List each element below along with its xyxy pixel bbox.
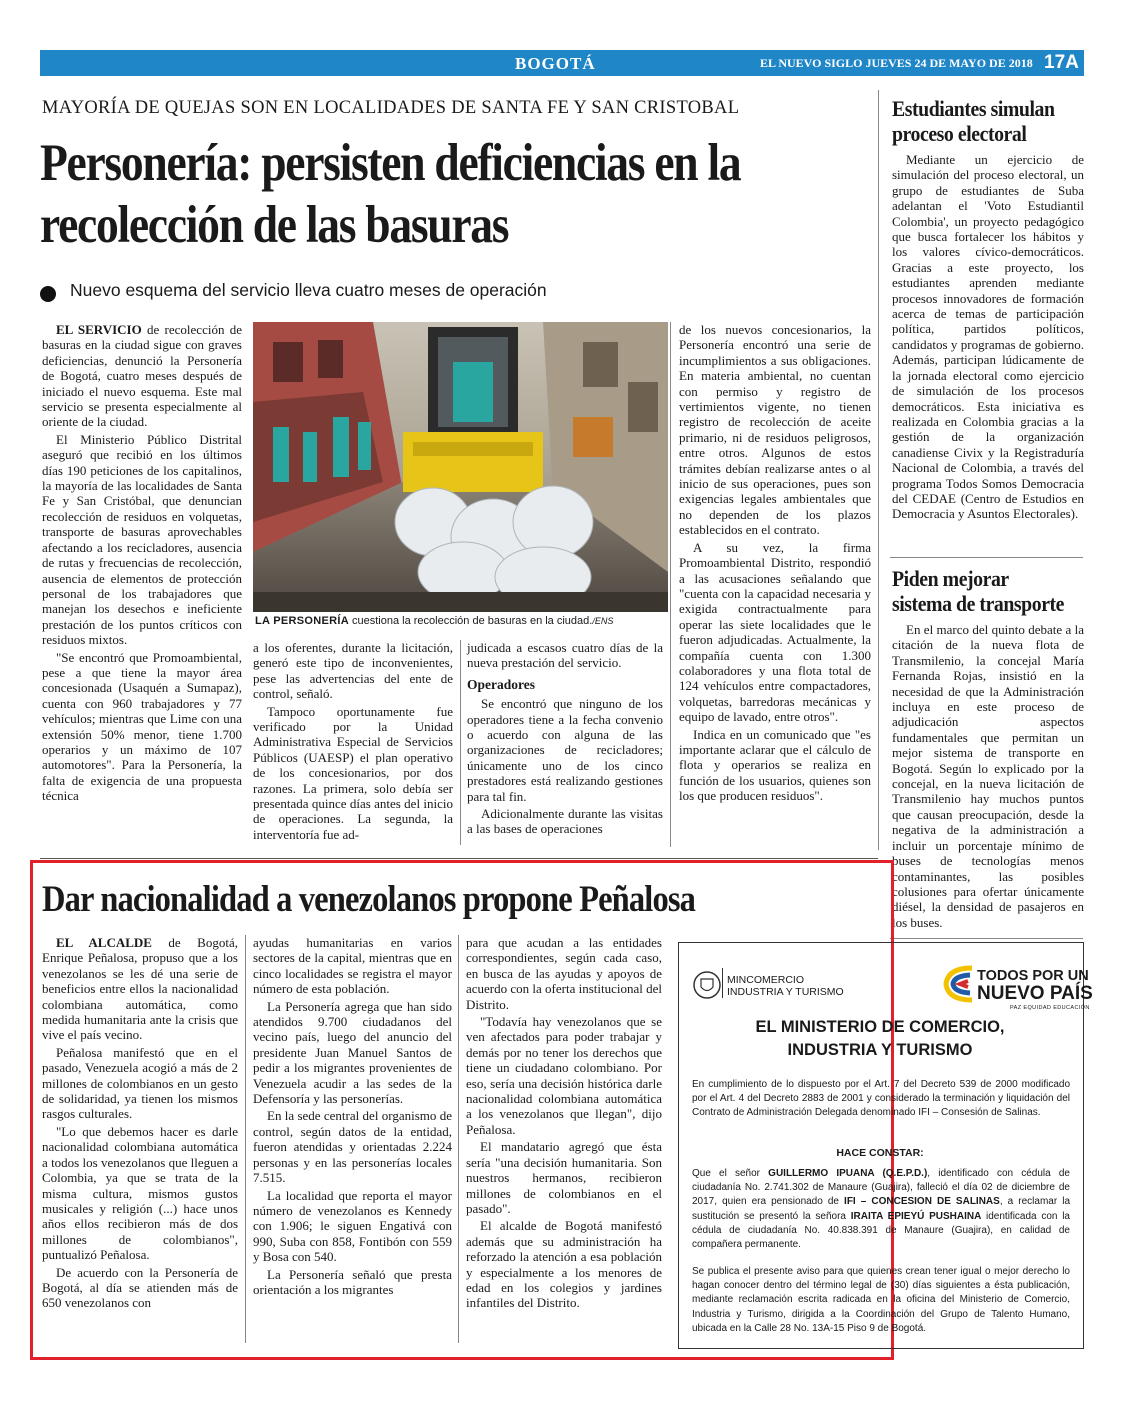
paragraph: El Ministerio Público Distrital aseguró que recibió en los últimos días 190 peticiones de los capitalinos, la mayoría de las localidades de Santa Fe y San Cristóbal, que denuncian recolección de residuos en volquetas, transporte de basuras aprovechables afectando a los recicladores, ausencia de rutas y frecuencias de recolección, ausencia de elementos de protección personal de los trabajadores que manejan los desechos e ineficiente prestación de los puntos críticos con residuos mixtos. xyxy=(42,431,242,648)
paragraph: En el marco del quinto debate a la citación de la nueva flota de Transmilenio, la concejal María Fernanda Rojas, insistió en la necesidad de que la Administración incluya en este proceso de adjudicación aspectos fundamentales que permitan un mejor sistema de transporte en Bogotá. Según lo explicado por la concejal, en la nueva licitación de Transmilenio hay muchos puntos que causan preocupación, desde la negativa de la administración a incluir un porcentaje mínimo de buses de tecnologías menos contaminantes, las posibles colusiones para ofertar únicamente diésel, la densidad de pasajeros en los buses. xyxy=(892,622,1084,930)
page-number: 17A xyxy=(1044,52,1079,73)
paragraph: Se publica el presente aviso para que quienes crean tener igual o mejor derecho lo hagan conocer dentro del término legal de (30) días siguientes a ésta publicación, mediante reclamación escrita radicada en la oficina del Ministerio de Comercio, Industria y Turismo, dirigida a la Coordinación del Grupo de Talento Humano, ubicada en la Calle 28 No. 13A-15 Piso 9 de Bogotá. xyxy=(692,1266,1070,1334)
article-column-3 xyxy=(467,640,663,839)
section-name: BOGOTÁ xyxy=(515,54,596,73)
coat-of-arms-icon xyxy=(692,970,722,1000)
ad-title xyxy=(678,1016,1082,1062)
ad-paragraph-1 xyxy=(692,1078,1070,1121)
column-divider xyxy=(670,322,671,847)
name: GUILLERMO IPUANA (Q.E.P.D.) xyxy=(768,1168,928,1179)
paragraph: De acuerdo con la Personería de Bogotá, al día se atienden más de 650 venezolanos con xyxy=(42,1264,238,1311)
text: Que el señor xyxy=(692,1168,769,1179)
paragraph: A su vez, la firma Promoambiental Distrito, respondió a las acusaciones señalando que "cuenta con la capacidad necesaria y exigida contractualmente para operar las siete localidades que le fueron adjudicadas. Actualmente, la compañía cuenta con 1.300 colaboradores y una flota total de 124 vehículos entre compactadores, volquetas, barredoras mecánicas y equipo de lavado, entre otros". xyxy=(679,539,871,725)
ad-paragraph-3 xyxy=(692,1265,1070,1336)
paragraph: Indica en un comunicado que "es importante aclarar que el cálculo de flota y operarios se realiza en función de los usuarios, quienes son los que producen residuos". xyxy=(679,726,871,804)
paragraph: Peñalosa manifestó que en el pasado, Venezuela acogió a más de 2 millones de colombianos en un gesto de solidaridad, ya tienen los mismos rasgos culturales. xyxy=(42,1044,238,1122)
venezuela-column-3 xyxy=(466,935,662,1313)
ad-paragraph-2 xyxy=(692,1167,1070,1252)
paragraph: La Personería señaló que presta orientación a los migrantes xyxy=(253,1266,452,1297)
ad-title-line-2: INDUSTRIA Y TURISMO xyxy=(787,1041,973,1059)
paragraph: a los oferentes, durante la licitación, generó este tipo de inconvenientes, pese las advertencias del ente de control, señaló. xyxy=(253,640,453,702)
article-column-4 xyxy=(679,322,871,806)
main-headline: Personería: persisten deficiencias en la recolección de las basuras xyxy=(40,134,741,254)
sidebar-divider xyxy=(890,938,1083,939)
paragraph: de recolección de basuras en la ciudad sigue con graves deficiencias, denunció la Personería de Bogotá, cuatro meses después de iniciado el nuevo esquema. Este mal servicio se presenta especialmente al oriente de la ciudad. xyxy=(42,322,242,430)
column-divider xyxy=(458,935,459,1343)
logo-line-1: TODOS POR UN xyxy=(977,968,1089,984)
sidebar-title: Estudiantes simulan proceso electoral xyxy=(892,96,1055,146)
article-column-1 xyxy=(42,322,242,806)
paragraph: Mediante un ejercicio de simulación del proceso electoral, un grupo de estudiantes de Suba adelantan el 'Voto Estudiantil Colombia', un proyecto pedagógico que busca fortalecer los hábitos y los valores cívico-democráticos. Gracias a este proyecto, los estudiantes aprenden mediante procesos innovadores de formación acerca de temas de participación política, partidos políticos, candidatos y programas de gobierno. Además, participan lúdicamente de la jornada electoral como ejercicio de simulación de los procesos democráticos. Esta iniciativa es realizada en Colombia gracias a la gestión de la organización canadiense Civix y la Registraduría Nacional de Colombia, a través del programa Todos Somos Democracia del CEDAE (Centro de Estudios en Democracia y Asuntos Electorales). xyxy=(892,152,1084,522)
paragraph: de Bogotá, Enrique Peñalosa, propuso que a los venezolanos se les dé una serie de beneficios entre ellos la nacionalidad colombiana automática, como medida humanitaria ante la crisis que vive el país vecino. xyxy=(42,935,238,1043)
article-kicker: MAYORÍA DE QUEJAS SON EN LOCALIDADES DE SANTA FE Y SAN CRISTOBAL xyxy=(42,98,740,118)
sidebar-story-1 xyxy=(892,96,1084,524)
mincomercio-line-2: INDUSTRIA Y TURISMO xyxy=(727,986,844,998)
paragraph: ayudas humanitarias en varios sectores de la capital, mientras que en cinco localidades se registra el mayor número de esta población. xyxy=(253,935,452,997)
paragraph: Tampoco oportunamente fue verificado por la Unidad Administrativa Especial de Servicios Públicos (UAESP) el plan operativo de los concesionarios, por dos razones. La primera, solo debía ser presentada quince días antes del inicio de operaciones. La segunda, la interventoría fue ad- xyxy=(253,703,453,842)
venezuela-headline: Dar nacionalidad a venezolanos propone Peñalosa xyxy=(42,879,696,920)
paragraph: de los nuevos concesionarios, la Personería encontró una serie de incumplimientos a sus obligaciones. En materia ambiental, no cuentan con permiso y registro de vertimientos vigente, no tienen registro de recolección de aceite primario, ni de residuos peligrosos, entre otros. Algunos de estos trámites debían realizarse antes o al inicio de sus operaciones, pues son exigencias legales ambientales que no dependen de los plazos establecidos en el contrato. xyxy=(679,322,871,538)
todos-por-un-nuevo-pais-icon xyxy=(940,964,976,1004)
paragraph: "Lo que debemos hacer es darle nacionalidad colombiana automática a todos los venezolanos que lleguen a Colombia, ya que se trata de la misma cultura, mismos gustos musicales y religión (...) hace unos años ellos recibieron más de dos millones de colombianos", puntualizó Peñalosa. xyxy=(42,1123,238,1263)
logo-tagline: PAZ EQUIDAD EDUCACIÓN xyxy=(1010,1005,1090,1011)
paragraph: para que acudan a las entidades correspondientes, según cada caso, en busca de las ayudas y apoyos de acuerdo con la oferta institucional del Distrito. xyxy=(466,935,663,1012)
paragraph: En cumplimiento de lo dispuesto por el Art. 7 del Decreto 539 de 2000 modificado por el Art. 4 del Decreto 2883 de 2001 y considerado la terminación y liquidación del Contrato de Administración Delegada denominado IFI – Consesión de Salinas. xyxy=(692,1079,1070,1119)
paragraph: El mandatario agregó que ésta sería "una decisión humanitaria. Son nuestros hermanos, recibieron millones de colombianos en el pasado". xyxy=(466,1139,662,1216)
column-divider xyxy=(245,935,246,1343)
sidebar-body xyxy=(892,152,1084,522)
caption-lead: LA PERSONERÍA xyxy=(255,615,349,627)
paragraph: El alcalde de Bogotá manifestó además que su administración ha reforzado la atención a esa población y especialmente a los menores de edad en los colegios y jardines infantiles del Distrito. xyxy=(466,1218,662,1311)
paragraph: judicada a escasos cuatro días de la nueva prestación del servicio. xyxy=(467,640,663,671)
caption-text: cuestiona la recolección de basuras en la ciudad. xyxy=(348,615,593,627)
subheadline: Nuevo esquema del servicio lleva cuatro meses de operación xyxy=(70,280,547,300)
venezuela-column-1 xyxy=(42,935,238,1313)
paragraph: "Todavía hay venezolanos que se ven afectados para poder trabajar y demás por no tener los derechos que tiene un ciudadano colombiano. Por eso, sería una decisión histórica darle nacionalidad colombiana automática a los venezolanos que llegan", dijo Peñalosa. xyxy=(466,1014,662,1137)
mincomercio-logo xyxy=(727,974,844,998)
article-column-2 xyxy=(253,640,453,844)
paragraph: "Se encontró que Promoambiental, pese a que tiene la mayor área concesionada (Usaquén a Sumapaz), cuenta con 960 trabajadores y 77 vehículos; mientras que Lime con una extensión 50% menor, tiene 1.700 operarios y un máximo de 107 automotores". Para la Personería, la falta de exigencia de una propuesta técnica xyxy=(42,649,242,804)
entity-name: IFI – CONCESION DE SALINAS xyxy=(844,1196,1000,1208)
lead-in: EL SERVICIO xyxy=(56,322,142,337)
publication-name: EL NUEVO SIGLO xyxy=(760,56,863,70)
news-photo xyxy=(253,322,668,612)
ad-hace-constar: HACE CONSTAR: xyxy=(836,1147,924,1159)
subhead: Operadores xyxy=(467,676,535,692)
photo-credit: /ENS xyxy=(592,616,614,626)
paragraph: Se encontró que ninguno de los operadores tiene a la fecha convenio o acuerdo con alguna de las organizaciones de recicladores; únicamente uno de los cinco prestadores está realizando gestiones para tal fin. xyxy=(467,696,663,804)
photo-caption xyxy=(255,615,675,627)
sidebar-divider xyxy=(890,557,1083,558)
paragraph: En la sede central del organismo de control, según datos de la entidad, fueron atendidas y orientadas 2.224 personas y en las personerías locales 7.515. xyxy=(253,1108,452,1186)
text: , identificado con cédula de ciudadanía No. 2.741.302 de Manaure (Guajira), falleció el día 02 de diciembre de 2017, quien era pensionado de xyxy=(692,1168,1070,1208)
paragraph: Adicionalmente durante las visitas a las bases de operaciones xyxy=(467,806,663,837)
paragraph: La Personería agrega que han sido atendidos 9.700 ciudadanos del vecino país, luego del anuncio del presidente Juan Manuel Santos de pedir a los migrantes provenientes de Venezuela acudir a las sedes de la Defensoría y las personerías. xyxy=(253,998,452,1107)
ad-title-line-1: EL MINISTERIO DE COMERCIO, xyxy=(755,1018,1005,1036)
column-divider xyxy=(878,90,879,850)
paragraph: La localidad que reporta el mayor número de venezolanos es Kennedy con 1.906; le siguen Engativá con 990, Suba con 858, Fontibón con 559 y Bosa con 540. xyxy=(253,1187,452,1265)
venezuela-column-2 xyxy=(253,935,452,1299)
bullet-icon xyxy=(40,286,56,302)
mincomercio-line-1: MINCOMERCIO xyxy=(727,974,804,986)
text: , a reclamar la sustitución se presentó la señora xyxy=(692,1196,1070,1222)
garbage-collection-photo xyxy=(253,322,668,612)
sidebar-body xyxy=(892,622,1084,930)
todos-por-un-nuevo-pais-logo xyxy=(977,968,1093,1002)
sidebar-story-2 xyxy=(892,566,1084,932)
column-divider xyxy=(460,640,461,845)
publication-date: JUEVES 24 DE MAYO DE 2018 xyxy=(865,56,1033,70)
sidebar-title: Piden mejorar sistema de transporte xyxy=(892,566,1065,616)
text: identificada con la cédula de ciudadanía No. 40.838.391 de Manaure (Guajira), en calidad de compañera permanente. xyxy=(692,1210,1070,1251)
logo-line-2: NUEVO PAÍS xyxy=(977,983,1093,1004)
section-divider xyxy=(40,858,878,859)
lead-in: EL ALCALDE xyxy=(56,935,152,950)
name: IRAITA EPIEYÚ PUSHAINA xyxy=(850,1210,982,1222)
publication-info xyxy=(760,56,1033,71)
logo-divider xyxy=(722,968,723,998)
